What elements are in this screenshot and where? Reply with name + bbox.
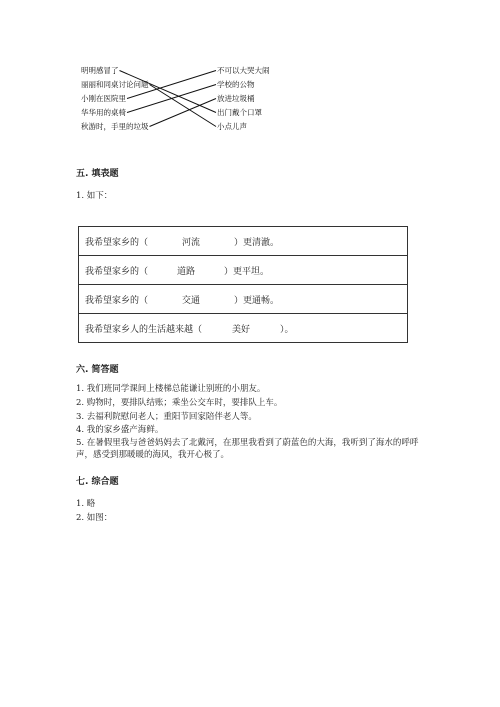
section-7-answer-1: 1. 略 <box>76 499 96 509</box>
table-row <box>79 256 408 285</box>
section-5-item-1: 1. 如下： <box>76 191 113 201</box>
match-left-2: 丽丽和同桌讨论问题 <box>81 80 149 89</box>
row-prefix: 我希望家乡人的生活越来越（ <box>85 324 203 335</box>
row-suffix: ）更平坦。 <box>224 266 270 277</box>
match-left-1: 明明感冒了 <box>81 66 119 75</box>
section-6-answer-3: 3. 去福利院慰问老人；重阳节回家陪伴老人等。 <box>76 412 257 422</box>
match-left-4: 华华用的桌椅 <box>81 108 126 117</box>
row-suffix: ）更通畅。 <box>234 295 280 306</box>
row-answer: 交通 <box>182 295 201 306</box>
table-cell <box>79 285 408 314</box>
match-line-1 <box>120 71 217 113</box>
match-left-3: 小刚在医院里 <box>81 94 126 103</box>
row-answer: 河流 <box>182 237 201 248</box>
match-right-4: 出门戴个口罩 <box>217 108 262 117</box>
row-suffix: ）更清澈。 <box>234 237 280 248</box>
row-answer: 道路 <box>177 266 196 277</box>
row-suffix: ）。 <box>280 324 294 335</box>
match-right-1: 不可以大哭大闹 <box>217 66 270 75</box>
table-row <box>79 285 408 314</box>
row-prefix: 我希望家乡的（ <box>85 295 149 306</box>
match-right-5: 小点儿声 <box>217 122 247 131</box>
section-6-answer-5: 5. 在暑假里我与爸爸妈妈去了北戴河，在那里我看到了蔚蓝色的大海，我听到了海水的呼呼声，感受到那暖暖的海风，我开心极了。 <box>76 438 419 460</box>
section-5-title: 五. 填表题 <box>76 169 119 179</box>
table-row <box>79 314 408 343</box>
section-7-title: 七. 综合题 <box>76 477 119 487</box>
section-7-answer-2: 2. 如图： <box>76 513 113 523</box>
match-right-2: 学校的公物 <box>217 80 255 89</box>
table-row <box>79 227 408 256</box>
section-6-answer-2: 2. 购物时，要排队结账；乘坐公交车时，要排队上车。 <box>76 398 283 408</box>
matching-exercise <box>75 62 315 137</box>
match-line-2 <box>150 85 217 127</box>
section-6-answer-4: 4. 我的家乡盛产海鲜。 <box>76 425 164 435</box>
fill-in-table <box>78 226 408 343</box>
match-left-5: 秋游时，手里的垃圾 <box>81 122 149 131</box>
section-6-title: 六. 简答题 <box>76 365 119 375</box>
row-answer: 美好 <box>232 324 251 335</box>
table-cell <box>79 227 408 256</box>
table-cell <box>79 314 408 343</box>
row-prefix: 我希望家乡的（ <box>85 266 149 277</box>
row-prefix: 我希望家乡的（ <box>85 237 149 248</box>
section-6-answer-1: 1. 我们班同学课间上楼梯总能谦让别班的小朋友。 <box>76 384 266 394</box>
match-right-3: 放进垃圾桶 <box>217 94 255 103</box>
table-cell <box>79 256 408 285</box>
